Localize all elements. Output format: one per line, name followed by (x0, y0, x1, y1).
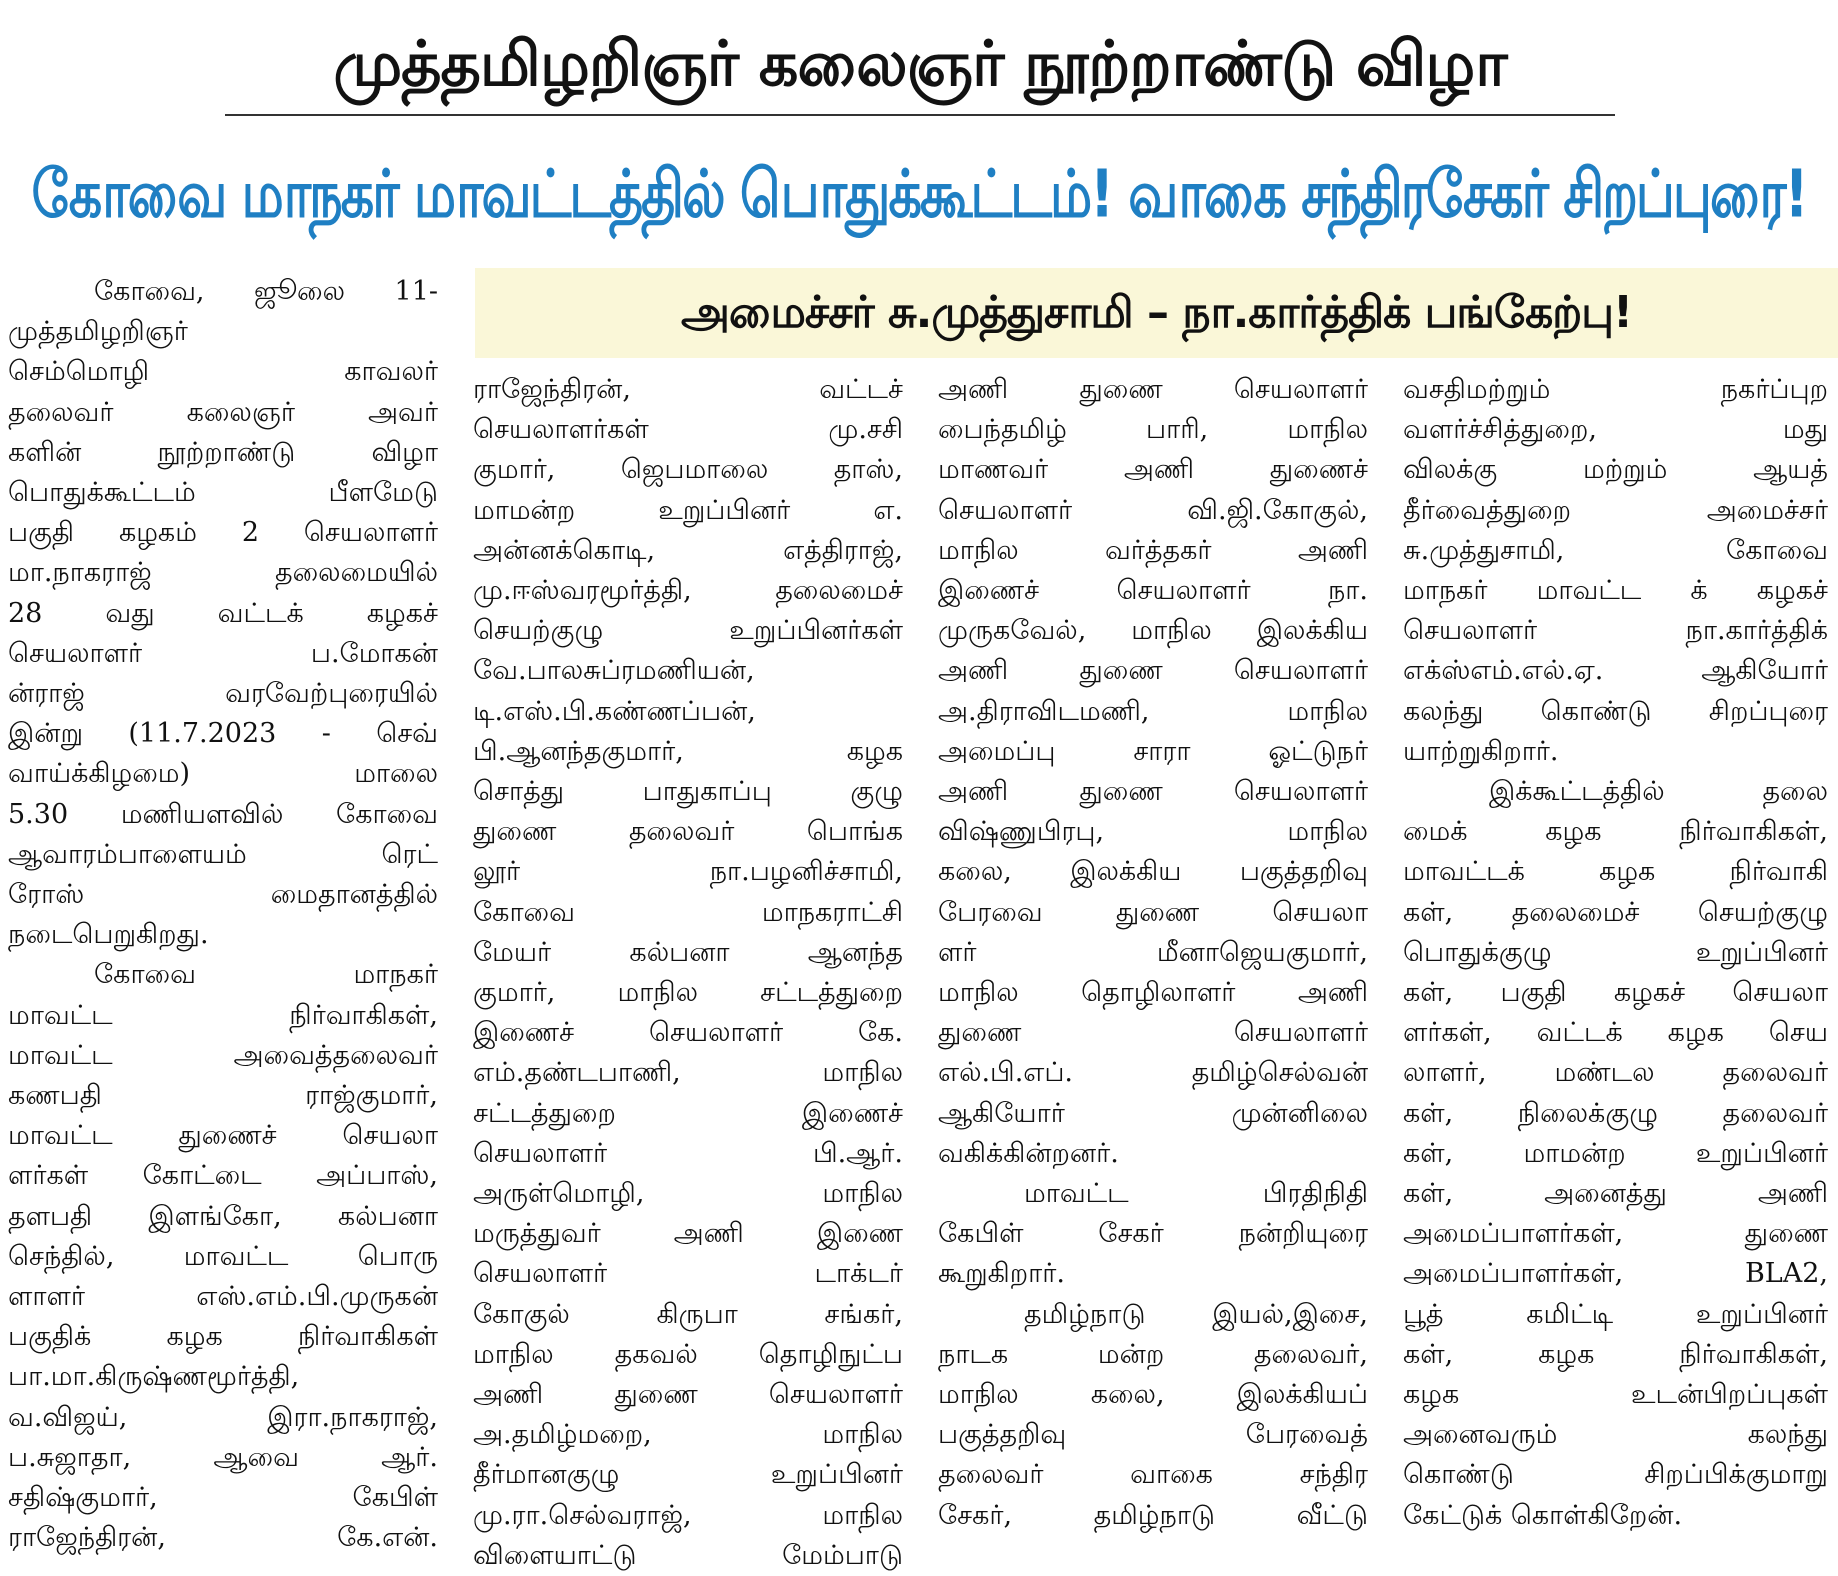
article-line: துணை செயலாளர் (938, 1017, 1368, 1049)
article-line: வகிக்கின்றனர். (938, 1137, 1119, 1169)
kicker-title: முத்தமிழறிஞர் கலைஞர் நூற்றாண்டு விழா (333, 27, 1507, 100)
article-line: வ.விஜய், இரா.நாகராஜ், (8, 1401, 438, 1433)
article-line: அ.திராவிடமணி, மாநில (938, 695, 1368, 727)
article-line: தமிழ்நாடு இயல்,இசை, (1024, 1298, 1368, 1330)
article-line: அமைப்பாளர்கள், துணை (1403, 1218, 1828, 1250)
article-line: ன்ராஜ் வரவேற்புரையில் (8, 678, 438, 710)
article-line: கள், பகுதி கழகச் செயலா (1403, 977, 1828, 1009)
article-line: பூத் கமிட்டி உறுப்பினர் (1403, 1298, 1828, 1330)
article-line: கூறுகிறார். (938, 1258, 1065, 1290)
article-line: இன்று (11.7.2023 - செவ் (8, 718, 438, 750)
article-line: துணை தலைவர் பொங்க (473, 816, 903, 848)
article-line: பகுத்தறிவு பேரவைத் (938, 1419, 1368, 1451)
article-line: அனைவரும் கலந்து (1403, 1419, 1828, 1451)
article-line: ளர்கள் கோட்டை அப்பாஸ், (8, 1160, 438, 1192)
article-line: மாநில தகவல் தொழிநுட்ப (473, 1338, 903, 1370)
article-line: அணி துணை செயலாளர் (938, 655, 1368, 687)
article-line: தலைவர் வாகை சந்திர (938, 1459, 1368, 1491)
article-line: கலை, இலக்கிய பகுத்தறிவு (938, 856, 1368, 888)
article-line: முருகவேல், மாநில இலக்கிய (938, 615, 1368, 647)
article-line: ரோஸ் மைதானத்தில் (8, 879, 438, 911)
article-line: சதிஷ்குமார், கேபிள் (8, 1482, 438, 1514)
article-column-3 (938, 370, 1368, 1536)
article-line: கள், கழக நிர்வாகிகள், (1403, 1338, 1828, 1370)
article-line: தீர்வைத்துறை அமைச்சர் (1403, 494, 1828, 526)
article-line: மேயர் கல்பனா ஆனந்த (473, 936, 903, 968)
article-line: மாவட்ட நிர்வாகிகள், (8, 999, 438, 1031)
article-line: களின் நூற்றாண்டு விழா (8, 436, 438, 468)
article-line: அ.தமிழ்மறை, மாநில (473, 1419, 903, 1451)
article-line: அணி துணை செயலாளர் (473, 1379, 903, 1411)
article-line: மாவட்ட அவைத்தலைவர் (8, 1039, 438, 1071)
article-line: லூர் நா.பழனிச்சாமி, (473, 856, 903, 888)
article-line: 28 வது வட்டக் கழகச் (8, 597, 438, 629)
article-line: கலந்து கொண்டு சிறப்புரை (1403, 695, 1828, 727)
article-line: தளபதி இளங்கோ, கல்பனா (8, 1200, 438, 1232)
article-line: 5.30 மணியளவில் கோவை (8, 798, 438, 830)
article-line: செயலாளர் டாக்டர் (473, 1258, 903, 1290)
article-line: குமார், ஜெபமாலை தாஸ், (473, 454, 903, 486)
article-column-1 (8, 272, 438, 1559)
article-line: முத்தமிழறிஞர் (8, 316, 188, 348)
article-line: கோகுல் கிருபா சங்கர், (473, 1298, 903, 1330)
article-line: அருள்மொழி, மாநில (473, 1178, 903, 1210)
article-line: அணி துணை செயலாளர் (938, 776, 1368, 808)
article-line: பேரவை துணை செயலா (938, 896, 1368, 928)
article-line: பகுதிக் கழக நிர்வாகிகள் (8, 1321, 438, 1353)
article-line: நடைபெறுகிறது. (8, 919, 209, 951)
article-column-2 (473, 370, 903, 1576)
article-line: மாநகர் மாவட்ட க் கழகச் (1403, 575, 1828, 607)
article-line: இணைச் செயலாளர் கே. (473, 1017, 903, 1049)
article-line: வசதிமற்றும் நகர்ப்புற (1403, 374, 1828, 405)
article-line: செயலாளர் நா.கார்த்திக் (1403, 615, 1828, 647)
article-line: பொதுக்கூட்டம் பீளமேடு (8, 477, 438, 509)
article-line: பா.மா.கிருஷ்ணமூர்த்தி, (8, 1361, 300, 1393)
article-line: விஷ்ணுபிரபு, மாநில (938, 816, 1368, 848)
article-line: கொண்டு சிறப்பிக்குமாறு (1403, 1459, 1828, 1491)
article-line: கேட்டுக் கொள்கிறேன். (1403, 1499, 1683, 1531)
subhead-box (475, 268, 1838, 358)
article-line: கள், தலைமைச் செயற்குழு (1403, 896, 1828, 928)
article-line: ளர்கள், வட்டக் கழக செய (1403, 1017, 1828, 1049)
article-line: மாவட்ட பிரதிநிதி (1024, 1178, 1368, 1210)
article-line: மா.நாகராஜ் தலைமையில் (8, 557, 438, 589)
article-line: கோவை மாநகர் (94, 959, 438, 991)
article-line: வாய்க்கிழமை) மாலை (8, 758, 438, 790)
article-line: இக்கூட்டத்தில் தலை (1489, 776, 1828, 808)
article-line: சு.முத்துசாமி, கோவை (1403, 534, 1828, 566)
article-line: கோவை மாநகராட்சி (473, 896, 903, 928)
article-line: ராஜேந்திரன், வட்டச் (473, 374, 903, 405)
article-line: ஆகியோர் முன்னிலை (938, 1097, 1368, 1129)
article-line: எம்.தண்டபாணி, மாநில (473, 1057, 903, 1089)
article-line: ளர் மீனாஜெயகுமார், (938, 936, 1368, 968)
article-line: ஆவாரம்பாளையம் ரெட் (8, 838, 438, 870)
article-line: செயலாளர் ப.மோகன் (8, 637, 438, 669)
article-line: எக்ஸ்எம்.எல்.ஏ. ஆகியோர் (1403, 655, 1828, 687)
article-line: சட்டத்துறை இணைச் (473, 1097, 903, 1129)
article-line: ராஜேந்திரன், கே.என். (8, 1522, 438, 1554)
article-line: கேபிள் சேகர் நன்றியுரை (938, 1218, 1368, 1250)
article-line: கோவை, ஜூலை 11- (94, 276, 438, 307)
article-line: செந்தில், மாவட்ட பொரு (8, 1240, 438, 1272)
article-line: யாற்றுகிறார். (1403, 735, 1559, 767)
article-line: குமார், மாநில சட்டத்துறை (473, 977, 903, 1009)
article-line: மாநில தொழிலாளர் அணி (938, 977, 1368, 1009)
article-line: கள், நிலைக்குழு தலைவர் (1403, 1097, 1828, 1129)
article-line: செயலாளர் பி.ஆர். (473, 1137, 903, 1169)
article-line: டி.எஸ்.பி.கண்ணப்பன், (473, 695, 756, 727)
article-line: அன்னக்கொடி, எத்திராஜ், (473, 534, 903, 566)
article-line: மைக் கழக நிர்வாகிகள், (1403, 816, 1828, 848)
article-line: மாணவர் அணி துணைச் (938, 454, 1368, 486)
article-line: பி.ஆனந்தகுமார், கழக (473, 735, 903, 767)
article-line: கணபதி ராஜ்குமார், (8, 1080, 438, 1112)
article-line: மாநில வர்த்தகர் அணி (938, 534, 1368, 566)
article-line: மாவட்ட துணைச் செயலா (8, 1120, 438, 1152)
article-line: செயற்குழு உறுப்பினர்கள் (473, 615, 903, 647)
article-line: லாளர், மண்டல தலைவர் (1403, 1057, 1828, 1089)
article-line: ப.சுஜாதா, ஆவை ஆர். (8, 1441, 438, 1473)
article-line: சொத்து பாதுகாப்பு குழு (473, 776, 903, 808)
article-line: விலக்கு மற்றும் ஆயத் (1403, 454, 1828, 486)
article-line: வே.பாலசுப்ரமணியன், (473, 655, 755, 687)
article-line: செயலாளர்கள் மு.சசி (473, 414, 903, 446)
article-line: பொதுக்குழு உறுப்பினர் (1403, 936, 1828, 968)
article-line: மருத்துவர் அணி இணை (473, 1218, 903, 1250)
article-line: செம்மொழி காவலர் (8, 356, 438, 388)
headline: கோவை மாநகர் மாவட்டத்தில் பொதுக்கூட்டம்! வாகை சந்திரசேகர் சிறப்புரை! (31, 156, 1807, 233)
article-line: அமைப்பு சாரா ஓட்டுநர் (938, 735, 1368, 767)
article-line: மாமன்ற உறுப்பினர் எ. (473, 494, 903, 526)
article-line: பைந்தமிழ் பாரி, மாநில (938, 414, 1368, 446)
article-line: தீர்மானகுழு உறுப்பினர் (473, 1459, 903, 1491)
article-line: கள், அனைத்து அணி (1403, 1178, 1828, 1210)
article-line: கள், மாமன்ற உறுப்பினர் (1403, 1137, 1828, 1169)
article-column-4 (1403, 370, 1828, 1536)
subhead-text: அமைச்சர் சு.முத்துசாமி – நா.கார்த்திக் பங்கேற்பு! (680, 287, 1633, 338)
article-line: தலைவர் கலைஞர் அவர் (8, 396, 438, 428)
article-line: ளாளர் எஸ்.எம்.பி.முருகன் (8, 1281, 438, 1313)
article-line: இணைச் செயலாளர் நா. (938, 575, 1368, 607)
article-line: மு.ஈஸ்வரமூர்த்தி, தலைமைச் (473, 575, 903, 607)
article-line: கழக உடன்பிறப்புகள் (1403, 1379, 1828, 1411)
article-line: வளர்ச்சித்துறை, மது (1403, 414, 1828, 446)
article-line: மாநில கலை, இலக்கியப் (938, 1379, 1368, 1411)
article-line: மு.ரா.செல்வராஜ், மாநில (473, 1499, 903, 1531)
article-line: நாடக மன்ற தலைவர், (938, 1338, 1368, 1370)
article-line: பகுதி கழகம் 2 செயலாளர் (8, 517, 438, 549)
article-line: செயலாளர் வி.ஜி.கோகுல், (938, 494, 1368, 526)
article-line: சேகர், தமிழ்நாடு வீட்டு (938, 1499, 1368, 1531)
article-line: மாவட்டக் கழக நிர்வாகி (1403, 856, 1828, 888)
article-line: அணி துணை செயலாளர் (938, 374, 1368, 405)
article-line: எல்.பி.எப். தமிழ்செல்வன் (938, 1057, 1368, 1089)
article-line: விளையாட்டு மேம்பாடு (473, 1539, 903, 1571)
article-line: அமைப்பாளர்கள், BLA2, (1403, 1258, 1828, 1290)
